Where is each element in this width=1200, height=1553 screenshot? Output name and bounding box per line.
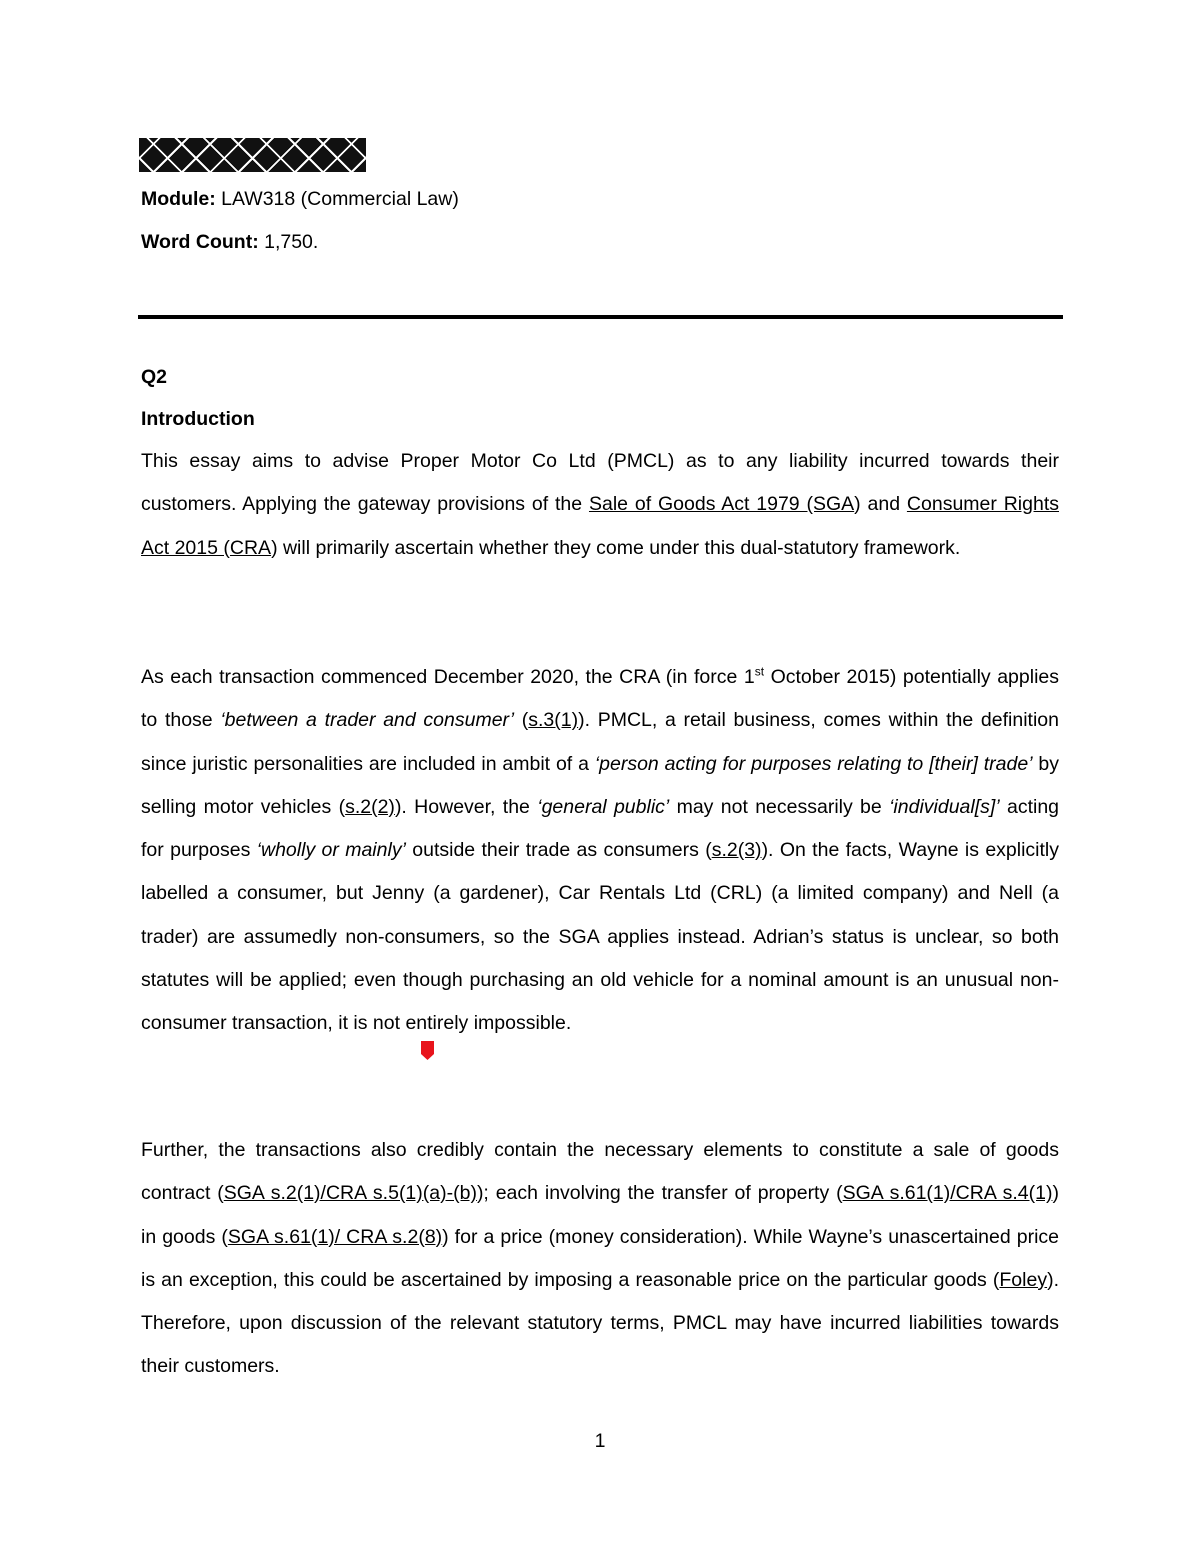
p2-text-3: ( bbox=[514, 709, 529, 732]
s2-2-link[interactable]: s.2(2) bbox=[345, 795, 395, 818]
p2-text-2: October 2015) potentially applies to those bbox=[141, 666, 1060, 732]
ordinal-superscript: st bbox=[754, 664, 765, 679]
p2-quote-4: ‘individual[s]’ bbox=[889, 795, 1000, 818]
p2-text-4: ). PMCL, a retail business, comes within the definition since juristic personalities are included in ambit of a bbox=[141, 709, 1059, 775]
p2-text-5: by selling motor vehicles ( bbox=[141, 752, 1060, 818]
sga-link[interactable]: Sale of Goods Act 1979 (SGA bbox=[588, 493, 855, 516]
module-line bbox=[141, 186, 459, 212]
p3-text-5: ). Therefore, upon discussion of the relevant statutory terms, PMCL may have incurred liabilities towards their customers. bbox=[141, 1268, 1059, 1378]
p2-text-1: As each transaction commenced December 2020, the CRA (in force 1 bbox=[141, 666, 755, 688]
p2-quote-1: ‘between a trader and consumer’ bbox=[220, 709, 515, 732]
p2-quote-3: ‘general public’ bbox=[537, 795, 670, 818]
section-heading: Introduction bbox=[141, 408, 255, 430]
p2-text-10: ). On the facts, Wayne is explicitly labelled a consumer, but Jenny (a gardener), Car Rentals Ltd (CRL) (a limited company) and Nell (a trader) are assumedly non-consumers, so the SGA applies instead. Adrian’s status is unclear, so both statutes will be applied; even though purchasing an old vehicle for a nominal amount is an unusual non-consumer transaction, it is not entirely impossible. bbox=[141, 839, 1060, 1035]
horizontal-divider bbox=[138, 315, 1063, 319]
module-value: LAW318 (Commercial Law) bbox=[221, 188, 459, 210]
p2-quote-2: ‘person acting for purposes relating to [their] trade’ bbox=[594, 752, 1033, 775]
p3-text-4: ) for a price (money consideration). While Wayne’s unascertained price is an exception, this could be ascertained by imposing a reasonable price on the particular goods ( bbox=[141, 1225, 1060, 1291]
p2-quote-5: ‘wholly or mainly’ bbox=[256, 839, 406, 862]
p3-text-1: Further, the transactions also credibly contain the necessary elements to constitute a sale of goods contract ( bbox=[141, 1139, 1059, 1205]
p2-text-6: ). However, the bbox=[394, 795, 538, 818]
p1-text-1: This essay aims to advise Proper Motor Co Ltd (PMCL) as to any liability incurred towards their customers. Applying the gateway provisions of the bbox=[141, 450, 1059, 516]
page-number: 1 bbox=[594, 1430, 606, 1452]
cra-link[interactable]: Consumer Rights Act 2015 (CRA bbox=[141, 493, 1059, 559]
p1-text-2: ) and bbox=[854, 493, 907, 516]
p3-text-3: ) in goods ( bbox=[141, 1182, 1059, 1248]
paragraph-consumer-status bbox=[141, 656, 1059, 1046]
p3-text-2: ); each involving the transfer of property ( bbox=[476, 1182, 843, 1205]
comment-marker-icon[interactable] bbox=[421, 1041, 434, 1060]
p1-text-3: ) will primarily ascertain whether they come under this dual-statutory framework. bbox=[271, 536, 961, 559]
foley-case-link[interactable]: Foley bbox=[999, 1268, 1048, 1291]
sga-s61-cra-s4-link[interactable]: SGA s.61(1)/CRA s.4(1) bbox=[842, 1182, 1053, 1205]
word-count-label: Word Count: bbox=[141, 231, 259, 253]
p2-text-7: may not necessarily be bbox=[669, 795, 890, 818]
module-label: Module: bbox=[141, 188, 216, 210]
p2-text-9: outside their trade as consumers ( bbox=[405, 839, 712, 862]
paragraph-intro bbox=[141, 440, 1059, 570]
s3-1-link[interactable]: s.3(1) bbox=[528, 709, 579, 732]
sga-s61-cra-s2-8-link[interactable]: SGA s.61(1)/ CRA s.2(8) bbox=[227, 1225, 443, 1248]
p2-text-8: acting for purposes bbox=[141, 795, 1060, 862]
paragraph-contract-elements bbox=[141, 1129, 1059, 1389]
sga-s2-cra-s5-link[interactable]: SGA s.2(1)/CRA s.5(1)(a)-(b) bbox=[223, 1182, 477, 1205]
question-number: Q2 bbox=[141, 366, 168, 388]
s2-3-link[interactable]: s.2(3) bbox=[711, 839, 762, 862]
word-count-line bbox=[141, 229, 318, 255]
redacted-name-block bbox=[139, 138, 366, 172]
word-count-value: 1,750. bbox=[264, 231, 319, 253]
